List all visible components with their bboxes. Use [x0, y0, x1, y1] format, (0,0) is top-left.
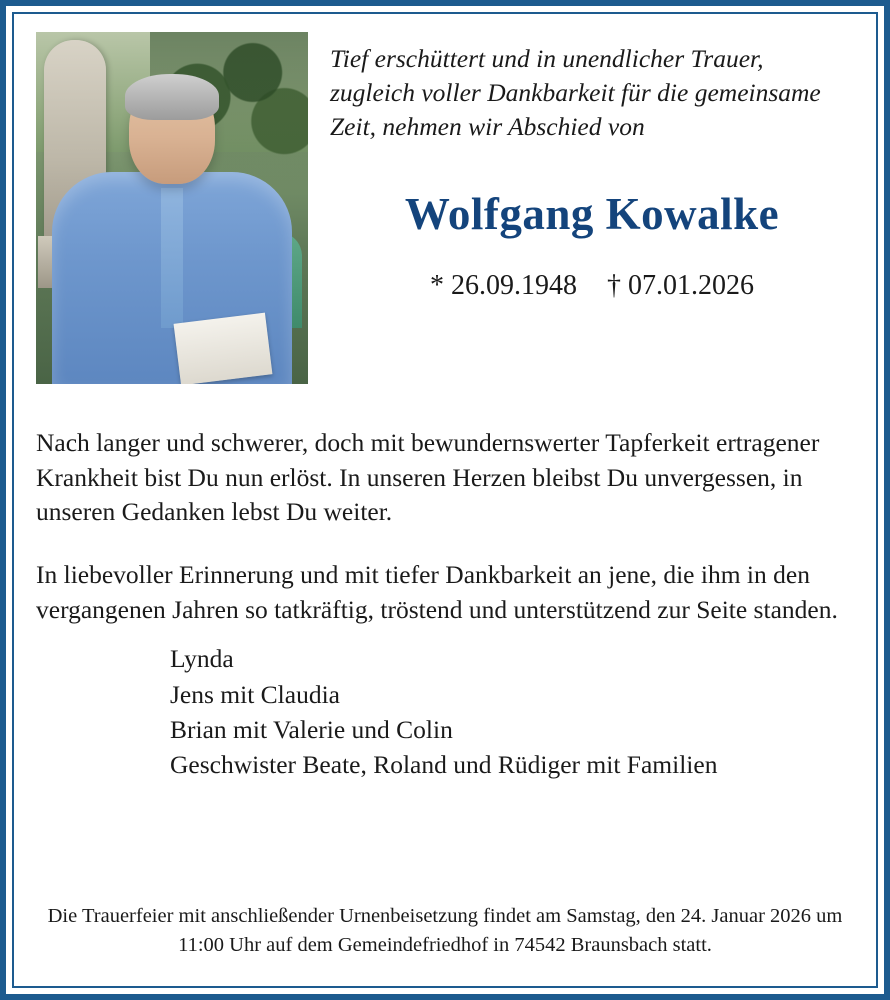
- portrait-photo-image: [36, 32, 308, 384]
- photo-person-hair: [125, 74, 219, 120]
- intro-text: Tief erschüttert und in unendlicher Trauer, zugleich voller Dankbarkeit für die gemeinsame Zeit, nehmen wir Abschied von: [330, 44, 821, 142]
- family-list-item: Lynda: [170, 644, 234, 674]
- memorial-text: [36, 426, 854, 627]
- birth-date: * 26.09.1948: [430, 270, 577, 302]
- photo-person-paper: [174, 313, 273, 384]
- obituary-inner-frame: [12, 12, 878, 988]
- portrait-photo: [36, 32, 308, 384]
- deceased-name: Wolfgang Kowalke: [404, 189, 780, 240]
- photo-person-tie: [161, 188, 183, 328]
- family-list-item: Geschwister Beate, Roland und Rüdiger mit Familien: [170, 749, 718, 779]
- memorial-paragraph: Nach langer und schwerer, doch mit bewundernswerter Tapferkeit ertragener Krankheit bist Du nun erlöst. In unseren Herzen bleibst Du unvergessen, in unseren Gedanken lebst Du weiter.: [36, 428, 820, 527]
- family-list-item: Brian mit Valerie und Colin: [170, 714, 453, 744]
- family-list-item: Jens mit Claudia: [170, 679, 340, 709]
- memorial-paragraph: In liebevoller Erinnerung und mit tiefer Dankbarkeit an jene, die ihm in den vergangenen Jahren so tatkräftig, tröstend und unterstützend zur Seite standen.: [36, 560, 838, 624]
- death-date: † 07.01.2026: [607, 270, 754, 302]
- family-list: [36, 641, 854, 782]
- funeral-details: Die Trauerfeier mit anschließender Urnenbeisetzung findet am Samstag, den 24. Januar 2026 um 11:00 Uhr auf dem Gemeindefriedhof in 74542 Braunsbach statt.: [47, 904, 843, 956]
- life-dates: [330, 270, 854, 302]
- intro-block: [308, 28, 854, 302]
- header-block: [36, 28, 854, 384]
